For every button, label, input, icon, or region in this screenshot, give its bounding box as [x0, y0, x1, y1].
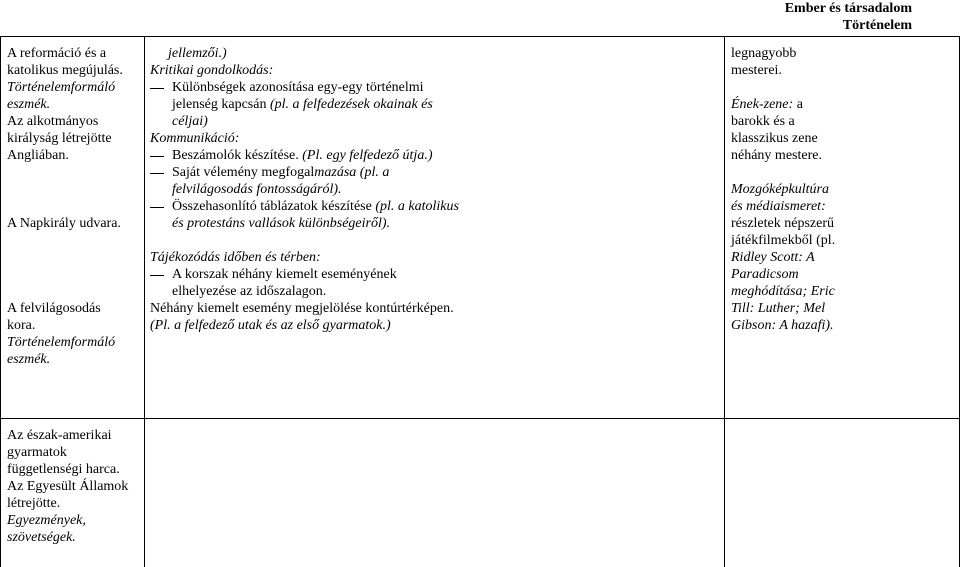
- connections-cell: [731, 45, 956, 334]
- topic-line: szövetségek.: [7, 530, 76, 545]
- topic-line: A reformáció és a: [7, 46, 107, 61]
- connections-heading: Ének-zene:: [731, 97, 794, 112]
- connections-line: részletek népszerű: [731, 216, 834, 231]
- skills-line: (Pl. a felfedező utak és az első gyarmatok.): [150, 318, 391, 333]
- connections-line: mesterei.: [731, 63, 782, 78]
- skills-heading: Kritikai gondolkodás:: [150, 63, 274, 78]
- topic-line: katolikus megújulás.: [7, 63, 123, 78]
- skills-line: A korszak néhány kiemelt eseményének: [172, 267, 397, 282]
- topic-line: Az Egyesült Államok: [7, 479, 129, 494]
- topic-line: kora.: [7, 318, 36, 333]
- skill-item: [150, 164, 720, 198]
- skills-line: felvilágosodás fontosságáról).: [172, 182, 342, 197]
- topic-line: királyság létrejötte: [7, 131, 112, 146]
- connections-line: játékfilmekből (pl.: [731, 233, 836, 248]
- connections-line: barokk és a: [731, 114, 795, 129]
- skills-text: Beszámolók készítése.: [172, 148, 303, 163]
- column-divider-1: [144, 36, 145, 567]
- connections-line: néhány mestere.: [731, 148, 822, 163]
- header-subject: Ember és társadalom: [784, 1, 912, 16]
- table-left-border: [0, 36, 1, 567]
- skills-text: Saját vélemény megfogal: [172, 165, 315, 180]
- connections-line: Gibson: A hazafi).: [731, 318, 834, 333]
- topic-line: Az alkotmányos: [7, 114, 99, 129]
- skills-heading: Kommunikáció:: [150, 131, 240, 146]
- connections-text: a: [793, 97, 803, 112]
- skill-item: [150, 266, 720, 300]
- connections-line: meghódítása; Eric: [731, 284, 835, 299]
- skills-text: Összehasonlító táblázatok készítése: [172, 199, 376, 214]
- topic-reformation: [7, 45, 142, 113]
- column-divider-2: [724, 36, 725, 567]
- skills-text: (Pl. egy felfedező útja.): [302, 148, 433, 163]
- skills-heading: Tájékozódás időben és térben:: [150, 250, 321, 265]
- skills-line: Néhány kiemelt esemény megjelölése kontúrtérképen.: [150, 301, 454, 316]
- connections-line: Ridley Scott: A: [731, 250, 815, 265]
- skills-text: (pl. a felfedezések okainak és: [269, 97, 433, 112]
- topics-cell-row2: [7, 427, 142, 546]
- skill-item: [150, 147, 720, 164]
- connections-line: legnagyobb: [731, 46, 797, 61]
- topic-enlightenment: [7, 300, 142, 368]
- topic-line: Angliában.: [7, 148, 69, 163]
- topic-line: A felvilágosodás: [7, 301, 101, 316]
- topic-line: eszmék.: [7, 352, 51, 367]
- connections-heading: Mozgóképkultúra: [731, 182, 829, 197]
- skills-line: és protestáns vallások különbségeiről).: [172, 216, 391, 231]
- connections-line: Paradicsom: [731, 267, 799, 282]
- header-discipline: Történelem: [842, 18, 912, 33]
- topic-line: függetlenségi harca.: [7, 462, 120, 477]
- connections-heading: és médiaismeret:: [731, 199, 826, 214]
- topic-line: A Napkirály udvara.: [7, 216, 121, 231]
- skills-line: jellemzői.): [168, 46, 227, 61]
- skill-item: [150, 79, 720, 130]
- skills-line: Különbségek azonosítása egy-egy történelmi: [172, 80, 424, 95]
- skills-cell: [150, 45, 720, 334]
- topic-line: eszmék.: [7, 97, 51, 112]
- skills-line: elhelyezése az időszalagon.: [172, 284, 327, 299]
- topic-sun-king: [7, 215, 142, 232]
- topic-constitutional-monarchy: [7, 113, 142, 164]
- topic-line: Történelemformáló: [7, 335, 116, 350]
- skills-line: céljai): [172, 114, 208, 129]
- topics-cell: [7, 45, 142, 368]
- topic-line: gyarmatok: [7, 445, 67, 460]
- connections-line: Till: Luther; Mel: [731, 301, 826, 316]
- skill-item: [150, 198, 720, 232]
- skills-text: jelenség kapcsán: [172, 97, 270, 112]
- topic-line: Történelemformáló: [7, 80, 116, 95]
- topic-line: Az észak-amerikai: [7, 428, 112, 443]
- connections-line: klasszikus zene: [731, 131, 818, 146]
- topic-line: létrejötte.: [7, 496, 61, 511]
- topic-line: Egyezmények,: [7, 513, 86, 528]
- skills-text: (pl. a katolikus: [375, 199, 459, 214]
- skills-text: mazása (pl. a: [314, 165, 390, 180]
